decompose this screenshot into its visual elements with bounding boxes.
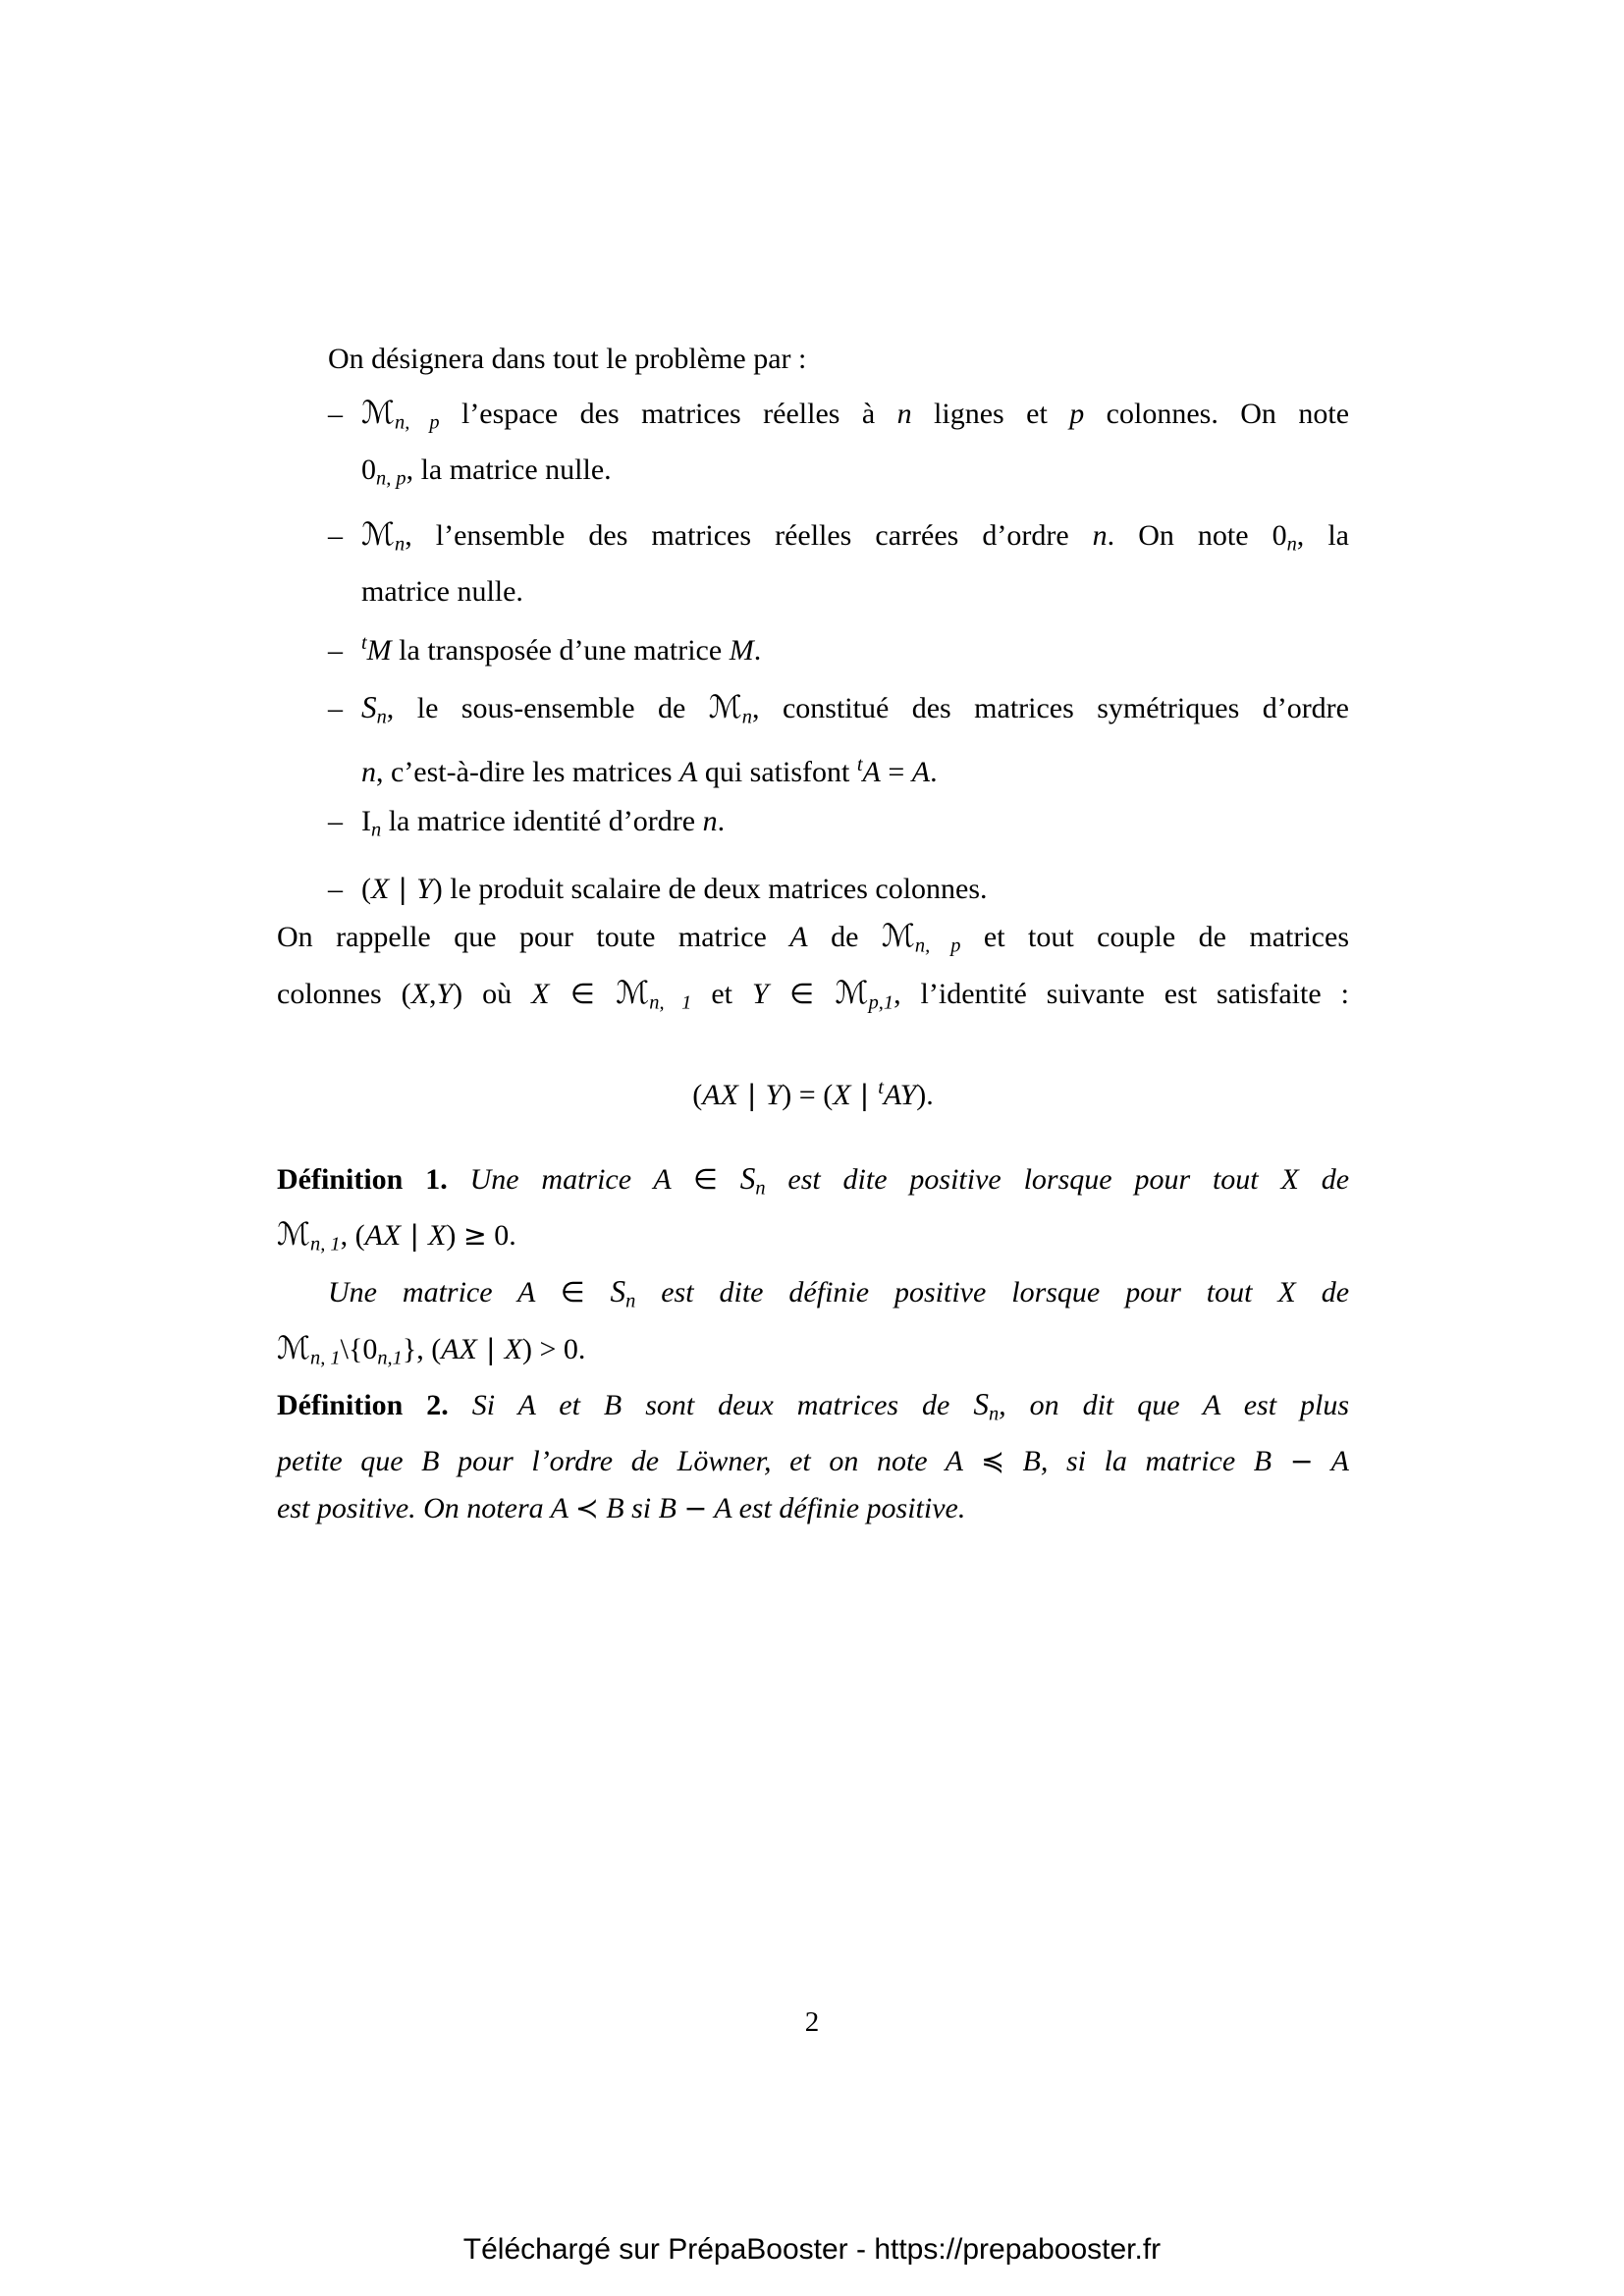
- text-run: ) où: [453, 977, 532, 1010]
- text-run: Y: [436, 977, 454, 1010]
- text-run: n: [371, 819, 382, 841]
- text-run: , constitué des matrices symétriques d’ordre: [751, 692, 1349, 725]
- item-mnp-line-2: [277, 447, 1349, 503]
- text-run: t: [856, 754, 863, 776]
- text-run: |: [401, 1219, 428, 1253]
- text-run: A: [1313, 1445, 1349, 1478]
- text-run: p,1: [868, 991, 894, 1014]
- text-run: |: [476, 1332, 505, 1365]
- definition-1-line-1: [277, 1155, 1349, 1212]
- definition-2-line-2: [277, 1438, 1349, 1485]
- text-run: n, p: [914, 934, 961, 957]
- recall-paragraph-line-1: [277, 913, 1349, 970]
- text-run: X: [833, 1079, 851, 1112]
- text-run: AX: [441, 1332, 477, 1365]
- text-run: lignes et: [911, 398, 1070, 430]
- text-run: |: [389, 872, 417, 905]
- text-run: , le sous-ensemble de: [386, 692, 709, 725]
- text-run: ≥: [462, 1219, 487, 1253]
- text-run: n: [376, 707, 387, 729]
- text-run: M: [366, 634, 392, 667]
- list-dash: –: [328, 872, 343, 905]
- list-dash: –: [328, 805, 343, 838]
- text-run: colonnes. On note: [1084, 398, 1350, 430]
- text-run: Y: [416, 872, 433, 905]
- text-run: S: [739, 1160, 756, 1196]
- text-run: , on dit que A est plus: [999, 1389, 1350, 1422]
- text-run: p: [1069, 398, 1085, 430]
- text-run: n, 1: [649, 991, 692, 1014]
- text-run: l’espace des matrices réelles à: [439, 398, 897, 430]
- text-run: n: [395, 534, 406, 557]
- list-dash: –: [328, 692, 343, 725]
- item-mn-line-1: [277, 511, 1349, 568]
- text-run: ℳ: [361, 516, 396, 554]
- text-run: X: [371, 872, 390, 905]
- text-run: AY: [883, 1079, 917, 1112]
- text-run: ∈: [549, 977, 617, 1010]
- text-run: ℳ: [361, 395, 396, 431]
- text-run: ).: [916, 1079, 934, 1112]
- text-run: −: [1289, 1445, 1314, 1478]
- text-run: ℳ: [616, 974, 650, 1011]
- text-run: et: [691, 977, 752, 1010]
- text-run: M: [729, 634, 754, 667]
- text-run: n, 1: [310, 1347, 341, 1369]
- text-run: S: [361, 690, 377, 725]
- text-run: X: [531, 977, 550, 1010]
- text-run: On désignera dans tout le problème par :: [328, 343, 807, 375]
- item-identity-line: [277, 798, 1349, 854]
- footer-credit: Téléchargé sur PrépaBooster - https://prepabooster.fr: [462, 2233, 1162, 2266]
- text-run: 0.: [486, 1219, 516, 1253]
- text-run: n: [988, 1404, 1000, 1426]
- text-run: S: [610, 1273, 626, 1308]
- text-run: n, p: [376, 467, 406, 490]
- text-run: , la: [1296, 519, 1349, 553]
- text-run: ) le produit scalaire de deux matrices colonnes.: [432, 872, 988, 905]
- text-run: B si B: [598, 1492, 684, 1525]
- definition-1-line-4: [277, 1325, 1349, 1382]
- text-run: est dite positive lorsque pour tout X de: [765, 1162, 1350, 1196]
- item-mnp-line-1: [277, 390, 1349, 447]
- text-run: ,: [428, 977, 437, 1010]
- text-run: , la matrice nulle.: [406, 453, 612, 486]
- text-run: colonnes (: [277, 977, 411, 1010]
- text-run: S: [973, 1387, 989, 1422]
- text-run: \{0: [340, 1332, 378, 1365]
- text-run: n: [1286, 534, 1297, 557]
- text-run: n: [755, 1177, 766, 1200]
- text-run: n: [741, 707, 752, 729]
- recall-paragraph-line-2: [277, 970, 1349, 1027]
- text-run: , l’ensemble des matrices réelles carrées d’ordre: [405, 519, 1093, 553]
- text-run: Si A et B sont deux matrices de: [448, 1389, 974, 1422]
- text-run: −: [683, 1492, 708, 1525]
- text-run: A: [679, 756, 698, 789]
- text-run: ): [446, 1219, 463, 1253]
- text-run: n, 1: [310, 1233, 341, 1255]
- text-run: ℳ: [277, 1329, 311, 1366]
- text-run: t: [878, 1077, 884, 1099]
- text-run: t: [361, 632, 367, 655]
- text-run: On rappelle que pour toute matrice: [277, 920, 790, 953]
- list-dash: –: [328, 398, 343, 430]
- definition-1-line-3: [277, 1268, 1349, 1325]
- text-run: (: [692, 1079, 703, 1112]
- text-run: ) = (: [782, 1079, 834, 1112]
- text-run: n: [702, 805, 718, 838]
- text-run: 0: [361, 453, 376, 486]
- list-dash: –: [328, 634, 343, 667]
- display-equation: [277, 1064, 1349, 1119]
- definition-1-line-2: [277, 1211, 1349, 1268]
- text-run: AX: [364, 1219, 402, 1253]
- item-scalar-product-line: [277, 866, 1349, 913]
- text-run: .: [717, 805, 726, 838]
- text-run: Définition 2.: [277, 1389, 449, 1422]
- text-run: =: [880, 756, 912, 789]
- text-run: B, si la matrice B: [1003, 1445, 1290, 1478]
- text-run: ℳ: [277, 1216, 311, 1254]
- text-run: n, p: [395, 411, 440, 434]
- item-sn-line-1: [277, 684, 1349, 741]
- item-sn-line-2: [277, 741, 1349, 796]
- text-run: n: [361, 756, 376, 789]
- definition-2-line-3: [277, 1485, 1349, 1532]
- text-run: I: [361, 805, 371, 838]
- text-run: n,1: [377, 1347, 403, 1369]
- text-run: et tout couple de matrices: [960, 920, 1349, 953]
- text-run: est dite définie positive lorsque pour tout X de: [635, 1275, 1350, 1308]
- text-run: X: [428, 1219, 447, 1253]
- text-run: A: [789, 920, 808, 953]
- text-run: est positive. On notera A: [277, 1492, 575, 1525]
- text-run: [718, 1163, 740, 1196]
- text-block: [277, 336, 1349, 1532]
- intro-line: [277, 336, 1349, 383]
- item-mn-line-2: [277, 568, 1349, 615]
- text-run: X: [504, 1332, 522, 1365]
- text-run: ∈: [560, 1275, 585, 1308]
- text-run: la transposée d’une matrice: [391, 634, 730, 667]
- page-number: 2: [804, 2006, 820, 2038]
- text-run: |: [737, 1079, 766, 1112]
- text-run: A est définie positive.: [707, 1492, 966, 1525]
- text-run: ≼: [981, 1445, 1004, 1478]
- text-run: Y: [751, 977, 769, 1010]
- text-run: n: [625, 1290, 636, 1312]
- text-run: ≺: [574, 1492, 599, 1525]
- text-run: |: [850, 1079, 879, 1112]
- definition-2-line-1: [277, 1381, 1349, 1438]
- text-run: Y: [765, 1079, 783, 1112]
- item-transpose-line: [277, 619, 1349, 674]
- text-run: }, (: [402, 1332, 442, 1365]
- text-run: la matrice identité d’ordre: [381, 805, 703, 838]
- text-run: ∈: [693, 1162, 718, 1196]
- list-dash: –: [328, 519, 343, 553]
- text-run: ℳ: [881, 917, 915, 954]
- text-run: ∈: [768, 977, 836, 1010]
- text-run: .: [930, 756, 938, 789]
- text-run: , (: [340, 1219, 365, 1253]
- text-run: AX: [702, 1079, 738, 1112]
- text-run: n: [1092, 519, 1108, 553]
- text-run: n: [896, 398, 912, 430]
- text-run: de: [807, 920, 882, 953]
- text-run: .: [753, 634, 762, 667]
- text-run: matrice nulle.: [361, 575, 523, 609]
- text-run: ℳ: [708, 689, 742, 726]
- text-run: A: [911, 756, 931, 789]
- text-run: Définition 1.: [277, 1162, 448, 1196]
- text-run: ℳ: [835, 974, 869, 1011]
- text-run: Une matrice A: [328, 1275, 561, 1308]
- text-run: [585, 1276, 611, 1308]
- text-run: (: [361, 872, 371, 905]
- text-run: X: [410, 977, 429, 1010]
- text-run: petite que B pour l’ordre de Löwner, et on note A: [277, 1445, 982, 1478]
- text-run: . On note 0: [1107, 519, 1287, 553]
- text-run: , c’est-à-dire les matrices: [376, 756, 680, 789]
- text-run: Une matrice A: [447, 1162, 694, 1196]
- text-run: ) > 0.: [521, 1332, 586, 1365]
- text-run: , l’identité suivante est satisfaite :: [893, 977, 1349, 1010]
- text-run: A: [862, 756, 881, 789]
- text-run: qui satisfont: [697, 756, 857, 789]
